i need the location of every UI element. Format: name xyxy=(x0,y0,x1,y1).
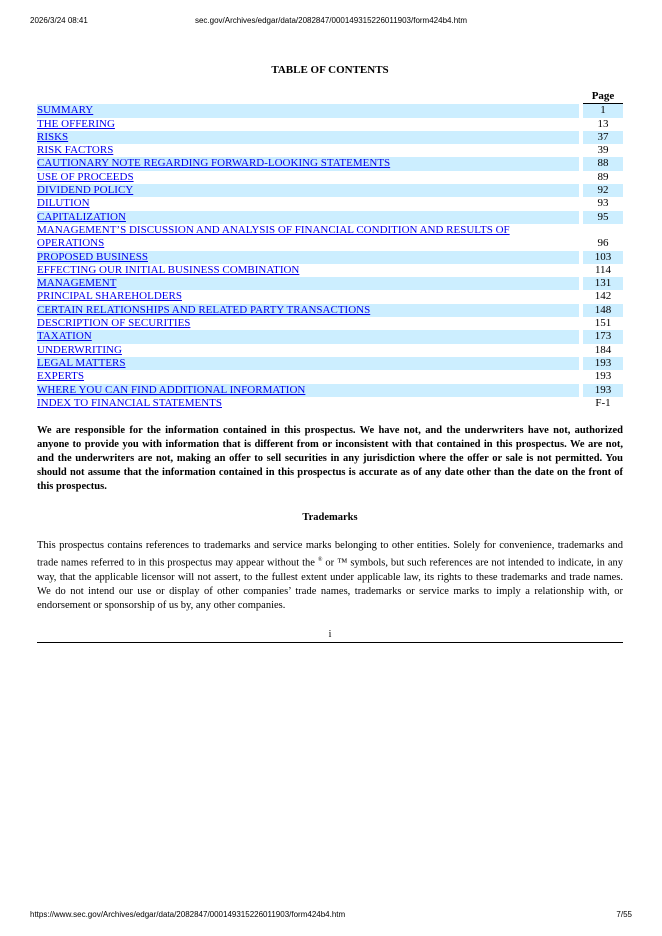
toc-row xyxy=(37,290,623,303)
toc-link-additional-information[interactable]: WHERE YOU CAN FIND ADDITIONAL INFORMATION xyxy=(37,383,306,396)
toc-row xyxy=(37,171,623,184)
toc-row xyxy=(37,397,623,410)
registered-mark: ® xyxy=(317,557,323,564)
toc-page-number: 95 xyxy=(583,211,623,224)
toc-page-number: 39 xyxy=(597,144,609,157)
toc-link-experts[interactable]: EXPERTS xyxy=(37,370,85,383)
page-column-header: Page xyxy=(583,90,623,104)
toc-page-number: 1 xyxy=(583,104,623,118)
toc-row xyxy=(37,277,623,290)
toc-row xyxy=(37,344,623,357)
toc-page-number: 37 xyxy=(583,131,623,144)
trademarks-text-part1: This prospectus contains references to trademarks and service marks belonging to other entities. Solely for convenience, trademarks and trade names referred to in this prospectus may appear without the xyxy=(37,540,623,569)
toc-row xyxy=(37,370,623,383)
toc-page-number: 193 xyxy=(583,384,623,397)
toc-page-number: 92 xyxy=(583,184,623,197)
toc-link-cautionary-note[interactable]: CAUTIONARY NOTE REGARDING FORWARD-LOOKING STATEMENTS xyxy=(37,157,391,170)
footer-url: https://www.sec.gov/Archives/edgar/data/2082847/000149315226011903/form424b4.htm xyxy=(30,910,346,919)
toc-row xyxy=(37,144,623,157)
toc-link-financial-statements-index[interactable]: INDEX TO FINANCIAL STATEMENTS xyxy=(37,396,222,409)
responsibility-notice: We are responsible for the information contained in this prospectus. We have not, and the underwriters have not, authorized anyone to provide you with information that is different from or inconsistent with that contained in this prospectus. We are not, and the underwriters are not, making an offer to sell securities in any jurisdiction where the offer or sale is not permitted. You should not assume that the information contained in this prospectus is accurate as of any date other than the date on the front of this prospectus. xyxy=(37,425,623,493)
toc-row xyxy=(37,251,623,264)
toc-page-number: 148 xyxy=(583,304,623,317)
toc-row xyxy=(37,131,623,144)
trademarks-text-part2: or ™ symbols, but such references are not intended to indicate, in any way, that the applicable licensor will not assert, to the fullest extent under applicable law, its rights to these trademarks and trade names. We do not intend our use or display of other companies’ trade names, trademarks or service marks to imply a relationship with, or endorsement or sponsorship of us by, any other companies. xyxy=(37,557,624,611)
toc-row xyxy=(37,304,623,317)
toc-page-number: 184 xyxy=(594,343,612,356)
toc-link-underwriting[interactable]: UNDERWRITING xyxy=(37,343,122,356)
toc-row xyxy=(37,224,623,251)
toc-link-proposed-business[interactable]: PROPOSED BUSINESS xyxy=(37,250,148,263)
trademarks-heading: Trademarks xyxy=(302,512,358,524)
toc-page-number: 151 xyxy=(594,317,612,330)
toc-link-legal-matters[interactable]: LEGAL MATTERS xyxy=(37,356,126,369)
toc-link-mdna-line1[interactable]: MANAGEMENT’S DISCUSSION AND ANALYSIS OF FINANCIAL CONDITION AND RESULTS OF xyxy=(37,223,510,236)
toc-page-number: 93 xyxy=(597,197,609,210)
trademarks-paragraph xyxy=(37,539,623,613)
toc-link-the-offering[interactable]: THE OFFERING xyxy=(37,117,115,130)
toc-row xyxy=(37,384,623,397)
toc-row xyxy=(37,357,623,370)
footer-page-count: 7/55 xyxy=(616,910,632,919)
toc-row xyxy=(37,118,623,131)
toc-page-number: 89 xyxy=(597,170,609,183)
toc-page-number: 193 xyxy=(583,357,623,370)
toc-link-mdna-line2[interactable]: OPERATIONS xyxy=(37,237,105,250)
print-url: sec.gov/Archives/edgar/data/2082847/000149315226011903/form424b4.htm xyxy=(194,16,468,25)
toc-page-number: 103 xyxy=(583,251,623,264)
toc-row xyxy=(37,197,623,210)
toc-row xyxy=(37,330,623,343)
page-number: i xyxy=(37,629,623,643)
toc-page-number: 131 xyxy=(583,277,623,290)
print-datetime: 2026/3/24 08:41 xyxy=(30,16,88,25)
toc-link-taxation[interactable]: TAXATION xyxy=(37,330,92,343)
toc-link-effecting-business-combination[interactable]: EFFECTING OUR INITIAL BUSINESS COMBINATION xyxy=(37,263,300,276)
toc-table xyxy=(37,90,623,410)
document-page xyxy=(37,64,623,643)
toc-link-principal-shareholders[interactable]: PRINCIPAL SHAREHOLDERS xyxy=(37,290,182,303)
toc-link-risks[interactable]: RISKS xyxy=(37,130,69,143)
toc-page-number: F-1 xyxy=(595,396,611,409)
toc-link-dilution[interactable]: DILUTION xyxy=(37,197,90,210)
toc-link-risk-factors[interactable]: RISK FACTORS xyxy=(37,144,114,157)
toc-page-number: 114 xyxy=(594,263,612,276)
toc-header-row xyxy=(37,90,623,104)
toc-page-number: 96 xyxy=(597,237,609,250)
toc-row xyxy=(37,104,623,118)
toc-row xyxy=(37,317,623,330)
toc-link-dividend-policy[interactable]: DIVIDEND POLICY xyxy=(37,184,134,197)
toc-row xyxy=(37,211,623,224)
toc-link-related-party-transactions[interactable]: CERTAIN RELATIONSHIPS AND RELATED PARTY TRANSACTIONS xyxy=(37,303,371,316)
toc-page-number: 13 xyxy=(597,117,609,130)
toc-link-management[interactable]: MANAGEMENT xyxy=(37,277,117,290)
toc-page-number: 173 xyxy=(583,330,623,343)
toc-link-description-of-securities[interactable]: DESCRIPTION OF SECURITIES xyxy=(37,317,191,330)
toc-link-capitalization[interactable]: CAPITALIZATION xyxy=(37,210,126,223)
toc-link-summary[interactable]: SUMMARY xyxy=(37,104,94,117)
toc-link-use-of-proceeds[interactable]: USE OF PROCEEDS xyxy=(37,170,134,183)
toc-title: TABLE OF CONTENTS xyxy=(271,64,389,76)
toc-page-number: 193 xyxy=(594,370,612,383)
toc-page-number: 88 xyxy=(583,157,623,170)
toc-page-number: 142 xyxy=(594,290,612,303)
toc-row xyxy=(37,184,623,197)
toc-row xyxy=(37,157,623,170)
toc-row xyxy=(37,264,623,277)
